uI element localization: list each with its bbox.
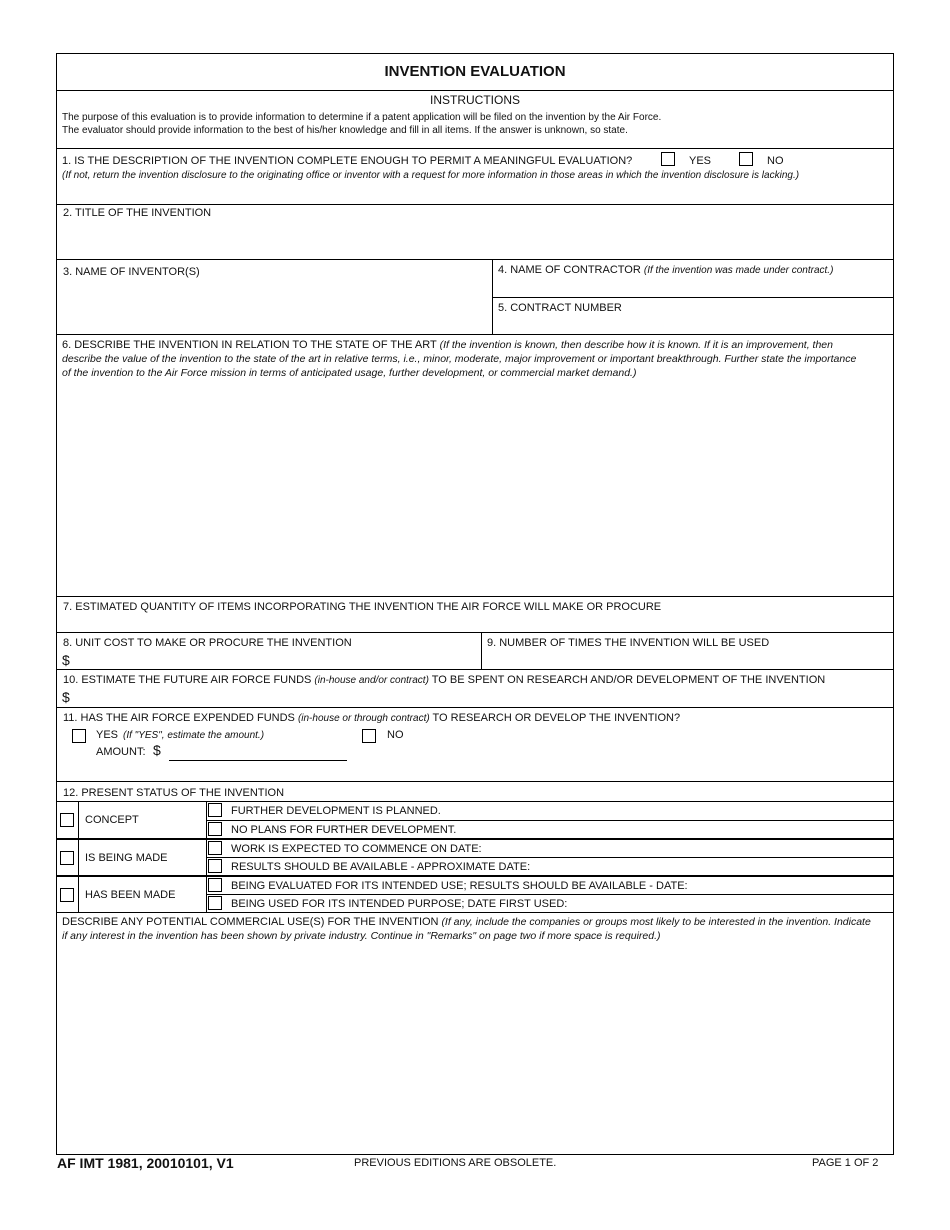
item-3-label: 3. NAME OF INVENTOR(S) [63, 266, 200, 278]
concept-option-2-label: NO PLANS FOR FURTHER DEVELOPMENT. [231, 824, 457, 836]
obsolete-notice: PREVIOUS EDITIONS ARE OBSOLETE. [354, 1157, 557, 1169]
item-10-section [57, 669, 893, 707]
page-number: PAGE 1 OF 2 [812, 1157, 879, 1169]
item-11-dollar-sign: $ [153, 742, 161, 758]
item-11-yes-note: (If "YES", estimate the amount.) [123, 730, 265, 741]
items-8-9-section [57, 632, 893, 669]
item-6-note: (If the invention is known, then describe how it is known. If it is an improvement, then describe the value of the invention to the state of the art in relative terms, i.e., minor, moderate, major improvement or important breakthrough. Further state the importance of the invention to the Air Force mission in terms of anticipated usage, further development, or commercial market demand.) [62, 339, 857, 379]
item-11-yes-label: YES [96, 729, 119, 741]
item-7-label: 7. ESTIMATED QUANTITY OF ITEMS INCORPORATING THE INVENTION THE AIR FORCE WILL MAKE OR PROCURE [63, 601, 662, 613]
commercial-use-text [62, 915, 872, 943]
concept-option-2-checkbox[interactable] [208, 822, 222, 836]
made-option-1-checkbox[interactable] [208, 878, 222, 892]
item-1-yes-checkbox[interactable] [661, 152, 675, 166]
item-5-label: 5. CONTRACT NUMBER [498, 302, 622, 314]
item-11-note: (in-house or through contract) [297, 713, 430, 724]
item-9-label: 9. NUMBER OF TIMES THE INVENTION WILL BE USED [487, 637, 770, 649]
item-11-section [57, 707, 893, 781]
making-option-1-label: WORK IS EXPECTED TO COMMENCE ON DATE: [231, 843, 482, 855]
form-title: INVENTION EVALUATION [384, 63, 566, 80]
item-4-label-wrap [498, 264, 833, 276]
commercial-use-section[interactable] [57, 912, 893, 1154]
status-being-made-label: IS BEING MADE [85, 852, 168, 864]
making-option-2-checkbox[interactable] [208, 859, 222, 873]
made-option-2-checkbox[interactable] [208, 896, 222, 910]
instructions-line-1: The purpose of this evaluation is to provide information to determine if a patent application will be filed on the invention by the Air Force. [62, 112, 662, 123]
item-11-no-label: NO [387, 729, 404, 741]
status-concept-checkbox[interactable] [60, 813, 74, 827]
concept-options-divider [206, 820, 893, 821]
concept-option-1-checkbox[interactable] [208, 803, 222, 817]
status-has-been-made-checkbox[interactable] [60, 888, 74, 902]
status-has-been-made-label: HAS BEEN MADE [85, 889, 176, 901]
instructions-section [57, 90, 893, 148]
item-1-note: (If not, return the invention disclosure to the originating office or inventor with a request for more information in those areas in which the invention disclosure is lacking.) [62, 170, 800, 181]
item-1-section [57, 148, 893, 204]
item-12-concept-group [57, 801, 893, 838]
item-10-label-wrap [63, 674, 825, 686]
item-11-amount-field[interactable] [169, 743, 347, 761]
made-option-1-label: BEING EVALUATED FOR ITS INTENDED USE; RESULTS SHOULD BE AVAILABLE - DATE: [231, 880, 688, 892]
item-8-label: 8. UNIT COST TO MAKE OR PROCURE THE INVENTION [63, 637, 352, 649]
item-12-has-been-made-group [57, 875, 893, 912]
item-12-header [57, 781, 893, 801]
item-4-5-divider [492, 297, 893, 298]
item-10-note: (in-house and/or contract) [314, 675, 429, 686]
item-6-text [62, 338, 862, 380]
instructions-heading: INSTRUCTIONS [430, 93, 520, 107]
item-10-label-b: TO BE SPENT ON RESEARCH AND/OR DEVELOPMENT OF THE INVENTION [431, 674, 826, 686]
item-2-label: 2. TITLE OF THE INVENTION [63, 207, 212, 219]
item-7-section[interactable] [57, 596, 893, 632]
item-11-no-checkbox[interactable] [362, 729, 376, 743]
items-3-5-section [57, 259, 893, 334]
item-11-label-b: TO RESEARCH OR DEVELOP THE INVENTION? [432, 712, 681, 724]
item-1-yes-label: YES [689, 155, 712, 167]
item-11-amount-label: AMOUNT: [96, 746, 146, 758]
making-option-2-label: RESULTS SHOULD BE AVAILABLE - APPROXIMATE DATE: [231, 861, 531, 873]
item-12-being-made-group [57, 838, 893, 875]
item-11-yes-checkbox[interactable] [72, 729, 86, 743]
item-1-question: 1. IS THE DESCRIPTION OF THE INVENTION COMPLETE ENOUGH TO PERMIT A MEANINGFUL EVALUATION? [62, 155, 633, 167]
commercial-use-note: (If any, include the companies or groups most likely to be interested in the invention. Indicate if any interest in the invention has been shown by private industry. Continue in "Remarks" on page two if more space is required.) [62, 916, 871, 942]
item-12-label: 12. PRESENT STATUS OF THE INVENTION [63, 787, 285, 799]
status-divider-left-3 [78, 877, 79, 912]
commercial-use-label: DESCRIBE ANY POTENTIAL COMMERCIAL USE(S) FOR THE INVENTION [62, 916, 439, 928]
invention-evaluation-form [56, 53, 894, 1155]
status-divider-left [78, 802, 79, 838]
item-11-label-wrap [63, 712, 680, 724]
item-2-section[interactable] [57, 204, 893, 259]
status-divider-left-2 [78, 840, 79, 875]
item-4-label: 4. NAME OF CONTRACTOR [498, 264, 641, 276]
item-6-label: 6. DESCRIBE THE INVENTION IN RELATION TO THE STATE OF THE ART [62, 339, 437, 351]
status-concept-label: CONCEPT [85, 814, 139, 826]
item-11-label-a: 11. HAS THE AIR FORCE EXPENDED FUNDS [63, 712, 295, 724]
status-being-made-checkbox[interactable] [60, 851, 74, 865]
made-options-divider [206, 894, 893, 895]
concept-option-1-label: FURTHER DEVELOPMENT IS PLANNED. [231, 805, 441, 817]
making-option-1-checkbox[interactable] [208, 841, 222, 855]
form-title-row [57, 54, 893, 90]
item-6-section[interactable] [57, 334, 893, 596]
item-10-dollar-sign: $ [62, 689, 70, 705]
made-option-2-label: BEING USED FOR ITS INTENDED PURPOSE; DATE FIRST USED: [231, 898, 568, 910]
form-id: AF IMT 1981, 20010101, V1 [57, 1155, 234, 1171]
items-8-9-divider [481, 633, 482, 669]
item-8-dollar-sign: $ [62, 652, 70, 668]
item-10-label-a: 10. ESTIMATE THE FUTURE AIR FORCE FUNDS [63, 674, 312, 686]
item-1-no-label: NO [767, 155, 784, 167]
making-options-divider [206, 857, 893, 858]
item-4-note: (If the invention was made under contract.) [643, 265, 834, 276]
item-1-no-checkbox[interactable] [739, 152, 753, 166]
instructions-line-2: The evaluator should provide information to the best of his/her knowledge and fill in all items. If the answer is unknown, so state. [62, 125, 628, 136]
